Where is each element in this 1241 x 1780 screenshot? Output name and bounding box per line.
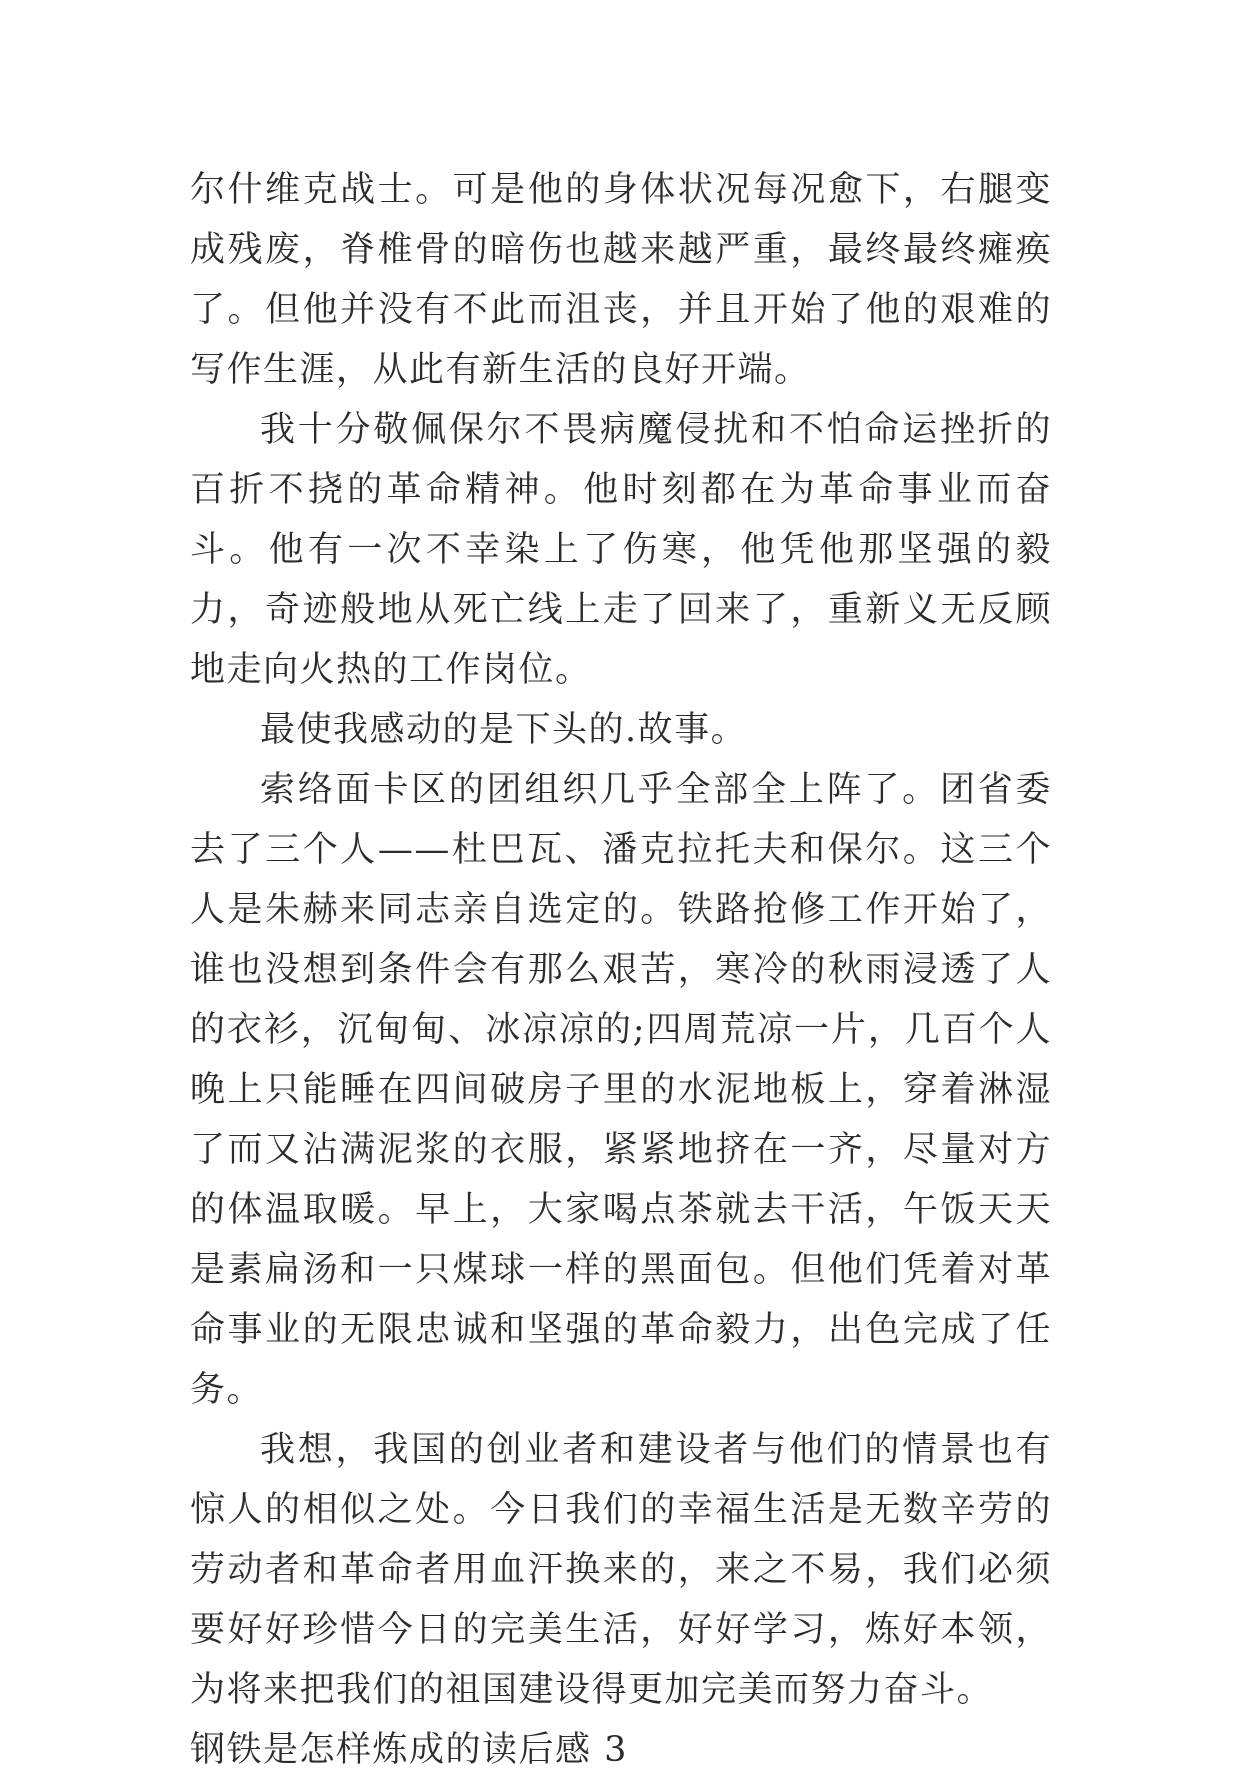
paragraph-railway-story: 索络面卡区的团组织几乎全部全上阵了。团省委去了三个人——杜巴瓦、潘克拉托夫和保尔。这三个人是朱赫来同志亲自选定的。铁路抢修工作开始了，谁也没想到条件会有那么艰苦，寒冷的秋雨浸透了人的衣衫，沉甸甸、冰凉凉的;四周荒凉一片，几百个人晚上只能睡在四间破房子里的水泥地板上，穿着淋湿了而又沾满泥浆的衣服，紧紧地挤在一齐，尽量对方的体温取暖。早上，大家喝点茶就去干活，午饭天天是素扁汤和一只煤球一样的黑面包。但他们凭着对革命事业的无限忠诚和坚强的革命毅力，出色完成了任务。 bbox=[190, 770, 1052, 1410]
paragraph-admiration: 我十分敬佩保尔不畏病魔侵扰和不怕命运挫折的百折不挠的革命精神。他时刻都在为革命事业而奋斗。他有一次不幸染上了伤寒，他凭他那坚强的毅力，奇迹般地从死亡线上走了回来了，重新义无反顾地走向火热的工作岗位。 bbox=[190, 410, 1052, 690]
section-heading: 钢铁是怎样炼成的读后感 3 bbox=[190, 1730, 628, 1770]
paragraph-continuation: 尔什维克战士。可是他的身体状况每况愈下，右腿变成残废，脊椎骨的暗伤也越来越严重，最终最终瘫痪了。但他并没有不此而沮丧，并且开始了他的艰难的写作生涯，从此有新生活的良好开端。 bbox=[190, 170, 1052, 390]
document-body bbox=[190, 160, 1052, 1780]
paragraph-most-moving: 最使我感动的是下头的.故事。 bbox=[260, 710, 748, 750]
paragraph-reflection: 我想，我国的创业者和建设者与他们的情景也有惊人的相似之处。今日我们的幸福生活是无数辛劳的劳动者和革命者用血汗换来的，来之不易，我们必须要好好珍惜今日的完美生活，好好学习，炼好本领，为将来把我们的祖国建设得更加完美而努力奋斗。 bbox=[190, 1430, 1052, 1710]
